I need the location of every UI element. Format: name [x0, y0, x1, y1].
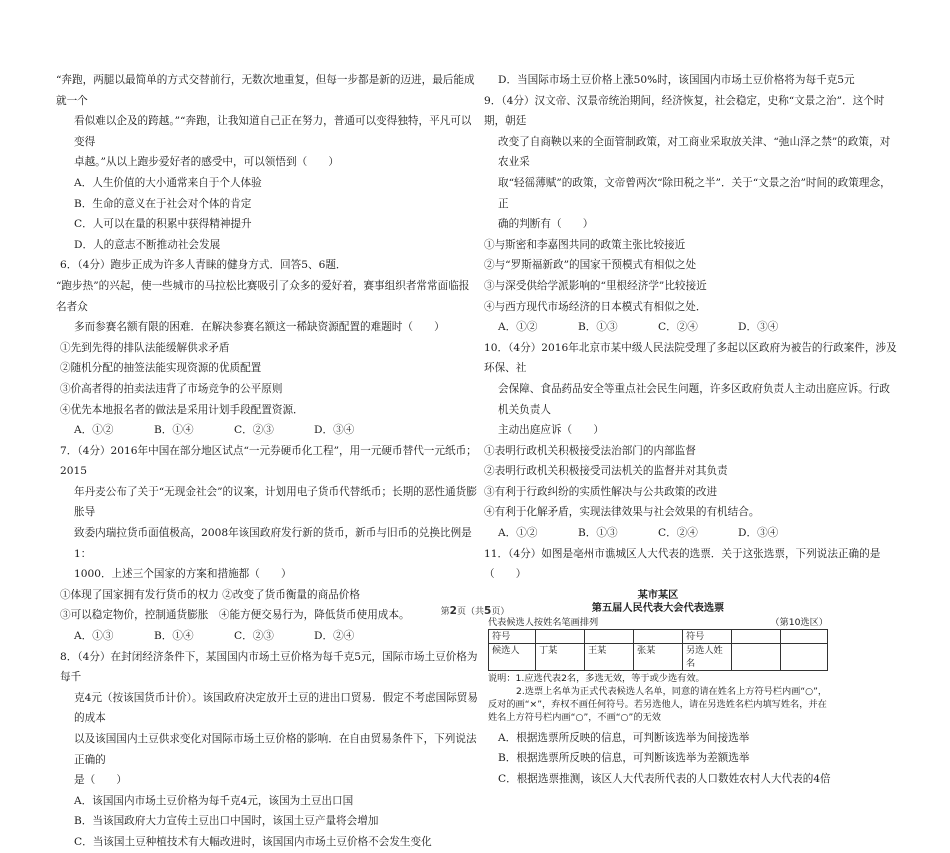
- table-cell: 符号: [683, 629, 732, 643]
- choice-c: C．②④: [658, 527, 698, 540]
- table-row: [489, 643, 828, 670]
- table-cell: [732, 629, 781, 643]
- question-stem-line: 克4元（按该国货币计价）。该国政府决定放开土豆的进出口贸易．假定不考虑国际贸易的成本: [74, 691, 478, 725]
- ballot-note-1: 说明：1.应选代表2名，多选无效，等于或少选有效。: [488, 672, 705, 684]
- answer-choices: [484, 317, 900, 338]
- question-stem-line: 7．（4分）2016年中国在部分地区试点“一元券硬币化工程”，用一元硬币替代一元纸币；2015: [60, 444, 477, 478]
- question-intro: 6．（4分）跑步正成为许多人青睐的健身方式．回答5、6题．: [60, 259, 347, 272]
- statement-3: ③与深受供给学派影响的“里根经济学”比较接近: [484, 279, 707, 292]
- question-4-tail: [56, 70, 478, 255]
- question-6: [56, 255, 478, 440]
- option-d: D．当国际市场土豆价格上涨50%时，该国国内市场土豆价格将为每千克5元: [498, 74, 855, 86]
- question-stem-line: 年丹麦公布了关于“无现金社会”的议案，计划用电子货币代替纸币；长期的恶性通货膨胀导: [74, 485, 477, 519]
- footer-prefix: 第: [440, 607, 450, 617]
- question-stem-line: “跑步热”的兴起，使一些城市的马拉松比赛吸引了众多的爱好着，赛事组织者常常面临报名者众: [56, 279, 470, 313]
- statement-1: ①先到先得的排队法能缓解供求矛盾: [60, 341, 230, 354]
- footer-suffix: 页）: [491, 607, 510, 617]
- answer-choices: [60, 420, 478, 441]
- option-a: A．人生价值的大小通常来自于个人体验: [74, 176, 262, 189]
- table-cell: 王某: [585, 643, 634, 670]
- question-stem-line: 看似难以企及的跨越。”“奔跑，让我知道自己正在努力，普通可以变得独特，平凡可以变得: [74, 115, 472, 148]
- choice-d: D．③④: [314, 424, 355, 437]
- question-stem-line: 确的判断有（ ）: [498, 218, 594, 231]
- ballot-subtitle: [488, 616, 828, 629]
- current-page-number: 2: [449, 605, 457, 617]
- statement-4: ④与西方现代市场经济的日本模式有相似之处．: [484, 300, 707, 313]
- question-8: [60, 647, 478, 853]
- choice-c: C．②③: [234, 630, 274, 643]
- table-cell: [634, 629, 683, 643]
- question-11: [484, 544, 900, 790]
- right-column: [484, 70, 900, 790]
- question-stem-line: 多而参赛名额有限的困难．在解决参赛名额这一稀缺资源配置的难题时（ ）: [74, 321, 445, 334]
- question-stem-line: 11．（4分）如图是亳州市谯城区人大代表的选票．关于这张选票，下列说法正确的是（ ）: [484, 547, 881, 581]
- statement-4: ④有利于化解矛盾，实现法律效果与社会效果的有机结合。: [484, 506, 760, 519]
- question-9: [484, 91, 900, 338]
- table-cell: [781, 643, 828, 670]
- question-stem-line: 致委内瑞拉货币面值极高，2008年该国政府发行新的货币，新币与旧币的兑换比例是1：: [74, 527, 472, 560]
- statement-2: ②表明行政机关积极接受司法机关的监督并对其负责: [484, 465, 728, 478]
- question-stem-line: 1000．上述三个国家的方案和措施都（ ）: [74, 568, 292, 581]
- question-stem-line: 10．（4分）2016年北京市某中级人民法院受理了多起以区政府为被告的行政案件，涉及环保、社: [484, 341, 897, 375]
- choice-a: A．①②: [498, 527, 538, 540]
- choice-b: B．①④: [154, 424, 194, 437]
- choice-a: A．①③: [74, 630, 114, 643]
- choice-a: A．①②: [74, 424, 114, 437]
- question-stem-line: 会保障、食品药品安全等重点社会民生问题，许多区政府负责人主动出庭应诉。行政机关负责人: [498, 382, 890, 416]
- question-stem-line: 取“轻徭薄赋”的政策，文帝曾两次“除田税之半”．关于“文景之治”时间的政策理念，正: [498, 176, 891, 210]
- choice-d: D．③④: [738, 321, 779, 334]
- ballot-subtitle-right: （第10选区）: [770, 616, 828, 628]
- choice-b: B．①④: [154, 630, 194, 643]
- statement-line: ③可以稳定物价，控制通货膨胀 ④能方便交易行为，降低货币使用成本。: [60, 609, 410, 622]
- ballot-subtitle-left: 代表候选人按姓名笔画排列: [488, 616, 599, 628]
- answer-choices: [60, 626, 478, 647]
- option-b: B．当该国政府大力宣传土豆出口中国时，该国土豆产量将会增加: [74, 815, 379, 828]
- question-stem-line: 9．（4分）汉文帝、汉景帝统治期间，经济恢复，社会稳定，史称“文景之治”．这个时期，朝廷: [484, 94, 885, 128]
- statement-1: ①表明行政机关积极接受法治部门的内部监督: [484, 444, 696, 457]
- choice-b: B．①③: [578, 527, 618, 540]
- table-cell: 另选人姓名: [683, 643, 732, 670]
- table-cell: 符号: [489, 629, 536, 643]
- table-cell: [732, 643, 781, 670]
- table-cell: [536, 629, 585, 643]
- statement-1: ①与斯密和李嘉图共同的政策主张比较接近: [484, 238, 686, 251]
- question-stem-line: 是（ ）: [74, 774, 127, 787]
- ballot-table: [488, 629, 828, 671]
- choice-b: B．①③: [578, 321, 618, 334]
- option-b: B．生命的意义在于社会对个体的肯定: [74, 197, 252, 210]
- footer-mid: 页（共: [456, 607, 484, 617]
- statement-3: ③有利于行政纠纷的实质性解决与公共政策的改进: [484, 485, 718, 498]
- ballot-title-2: 第五届人民代表大会代表选票: [591, 602, 725, 614]
- option-d: D．人的意志不断推动社会发展: [74, 238, 221, 251]
- option-c: C．当该国土豆种植技术有大幅改进时，该国国内市场土豆价格不会发生变化: [74, 835, 432, 848]
- choice-c: C．②③: [234, 424, 274, 437]
- question-10: [484, 338, 900, 544]
- question-stem-line: 改变了自商鞅以来的全面管制政策，对工商业采取放关津、“弛山泽之禁”的政策，对农业采: [498, 135, 891, 169]
- left-column: [56, 70, 478, 853]
- table-cell: [585, 629, 634, 643]
- ballot-note: [488, 672, 828, 724]
- statement-2: ②与“罗斯福新政”的国家干预模式有相似之处: [484, 259, 697, 272]
- table-row: [489, 629, 828, 643]
- total-page-count: 5: [484, 605, 492, 617]
- table-cell: [781, 629, 828, 643]
- option-a: A．该国国内市场土豆价格为每千克4元，该国为土豆出口国: [74, 794, 354, 807]
- choice-c: C．②④: [658, 321, 698, 334]
- page-footer: [0, 604, 950, 617]
- ballot-note-2: 2.选票上名单为正式代表候选人名单，同意的请在姓名上方符号栏内画“○”，反对的画“×”，弃权不画任何符号。若另选他人，请在另选姓名栏内填写姓名，并在姓名上方符号栏内画“○”，不画“○”的无效: [488, 685, 828, 723]
- table-cell: 张某: [634, 643, 683, 670]
- question-stem-line: “奔跑，两腿以最简单的方式交替前行，无数次地重复，但每一步都是新的迈进，最后能成就一个: [56, 74, 475, 107]
- choice-d: D．②④: [314, 630, 355, 643]
- statement-3: ③价高者得的拍卖法违背了市场竞争的公平原则: [60, 382, 283, 395]
- table-cell: 丁某: [536, 643, 585, 670]
- ballot-title-1: 某市某区: [637, 589, 679, 601]
- table-cell: 候选人: [489, 643, 536, 670]
- option-b: B．根据选票所反映的信息，可判断该选举为差额选举: [498, 752, 750, 765]
- option-c: C．人可以在量的积累中获得精神提升: [74, 218, 252, 231]
- question-stem-line: 主动出庭应诉（ ）: [498, 424, 604, 437]
- choice-d: D．③④: [738, 527, 779, 540]
- question-stem-line: 卓越。”从以上跑步爱好者的感受中，可以领悟到（ ）: [74, 156, 339, 169]
- question-stem-line: 8．（4分）在封闭经济条件下，某国国内市场土豆价格为每千克5元，国际市场土豆价格为每千: [60, 650, 478, 684]
- statement-4: ④优先本地报名者的做法是采用计划手段配置资源．: [60, 403, 304, 416]
- option-c: C．根据选票推测，该区人大代表所代表的人口数姓农村人大代表的4倍: [498, 773, 831, 786]
- statement-2: ②随机分配的抽签法能实现资源的优质配置: [60, 362, 262, 375]
- question-stem-line: 以及该国国内土豆供求变化对国际市场土豆价格的影响．在自由贸易条件下，下列说法正确的: [74, 733, 477, 766]
- statement-line: ①体现了国家拥有发行货币的权力 ②改变了货币衡量的商品价格: [60, 588, 360, 601]
- option-a: A．根据选票所反映的信息，可判断该选举为间接选举: [498, 731, 750, 744]
- choice-a: A．①②: [498, 321, 538, 334]
- answer-choices: [484, 523, 900, 544]
